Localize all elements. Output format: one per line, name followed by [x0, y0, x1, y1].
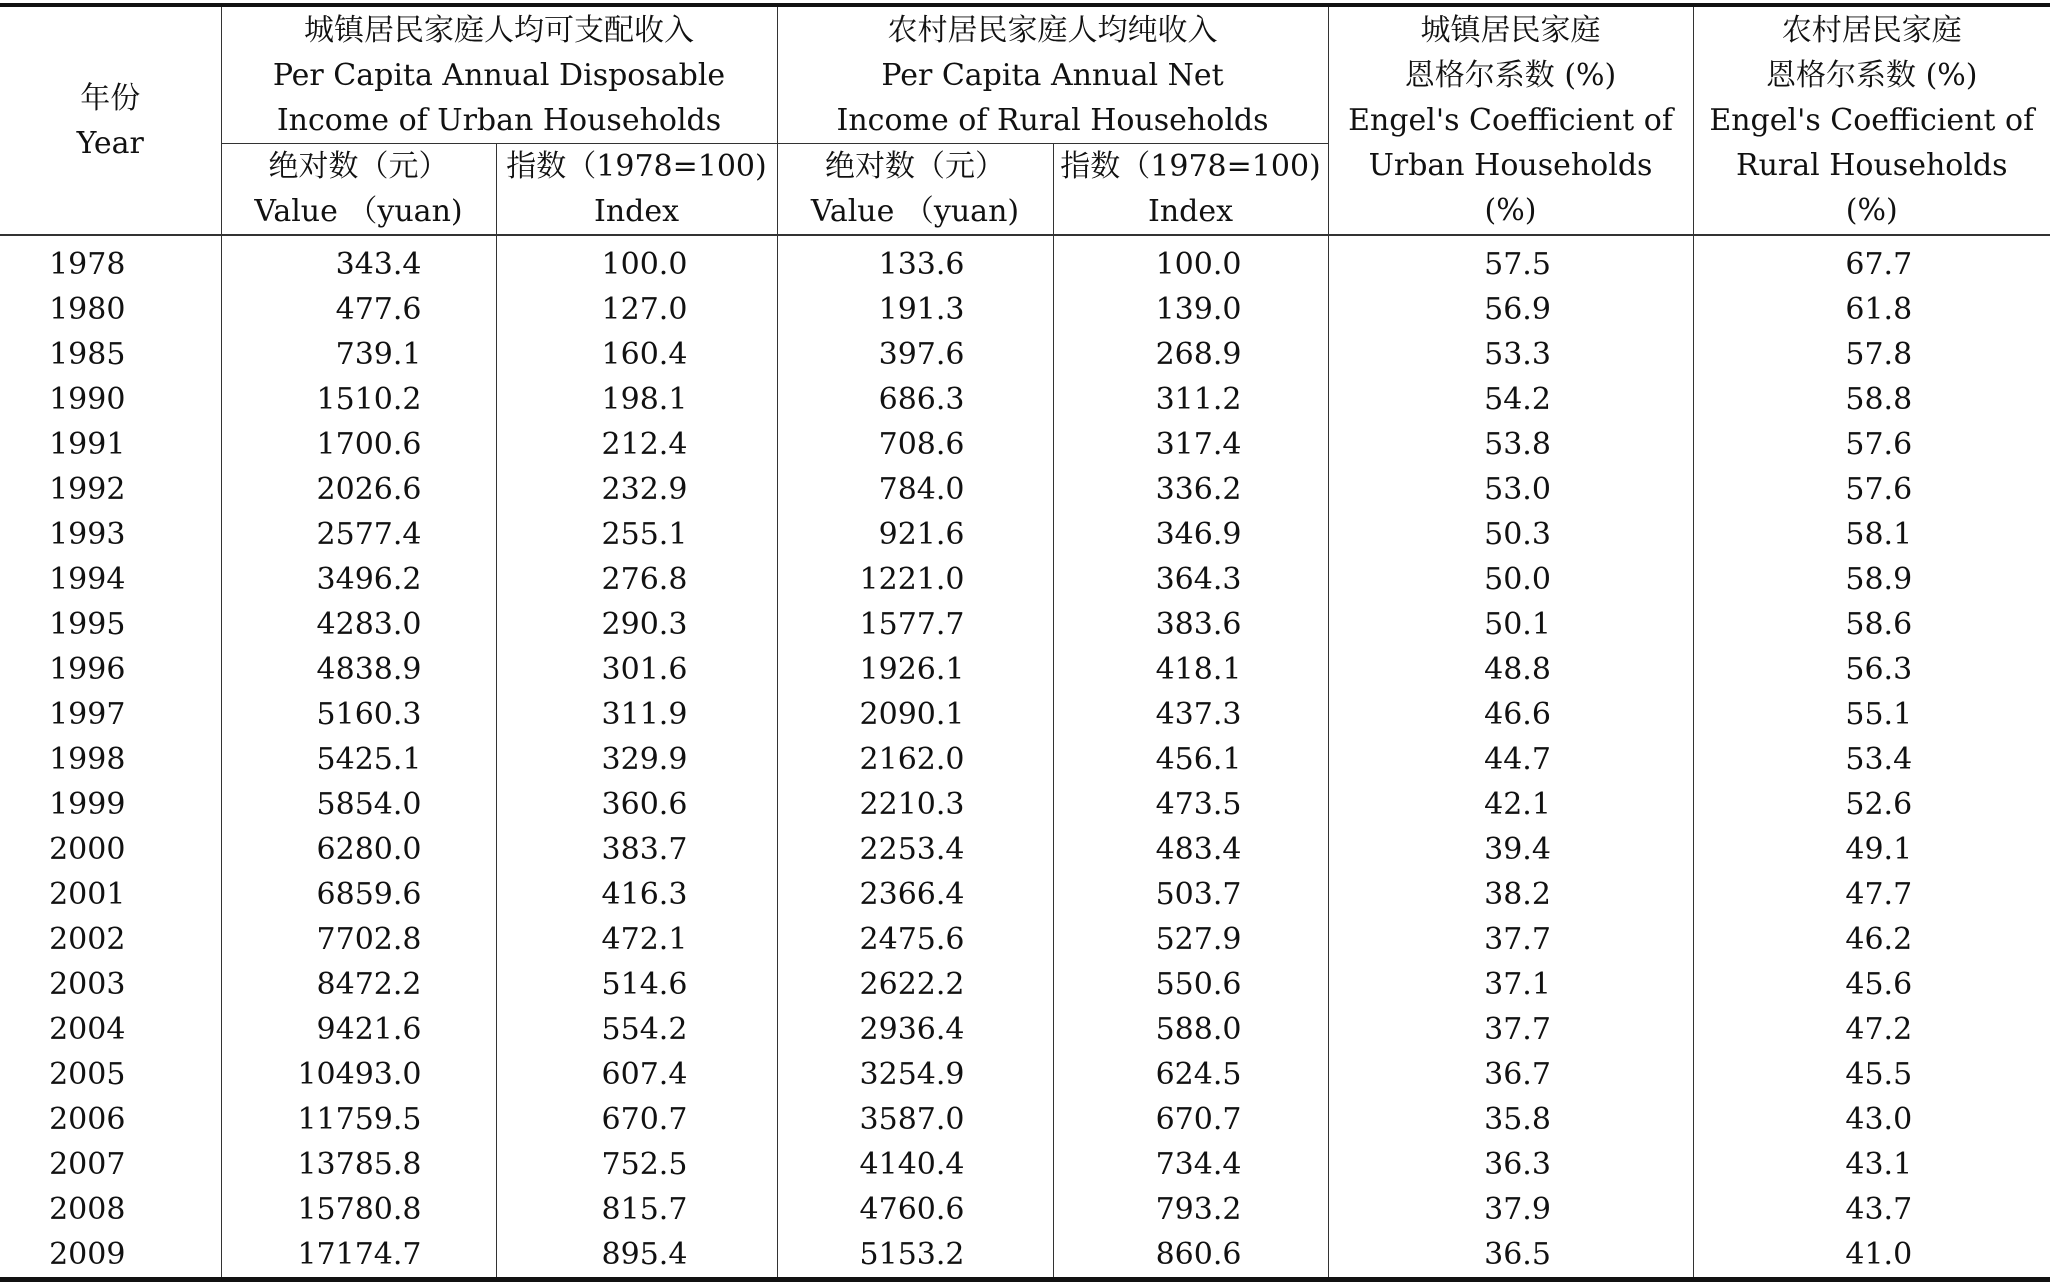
urban-value-cell: 4283.0: [221, 602, 496, 647]
table-row: [0, 1232, 2050, 1280]
year-cell: 2005: [49, 1057, 126, 1092]
year-cell: 1996: [49, 652, 126, 687]
rural-value-header-zh: 绝对数（元）: [825, 149, 1005, 184]
rural-engel-cell: 67.7: [1693, 235, 2050, 287]
rural-value-cell: 4140.4: [777, 1142, 1053, 1187]
year-cell: 1998: [49, 742, 126, 777]
year-cell: 2001: [49, 877, 126, 912]
table-row: [0, 377, 2050, 422]
urban-index-cell: 301.6: [496, 647, 777, 692]
rural-value-cell: 2253.4: [777, 827, 1053, 872]
urban-value-cell: 1700.6: [221, 422, 496, 467]
urban-index-cell: 290.3: [496, 602, 777, 647]
urban-value-cell: 6859.6: [221, 872, 496, 917]
rural-engel-cell: 47.2: [1693, 1007, 2050, 1052]
urban-index-cell: 554.2: [496, 1007, 777, 1052]
rural-value-cell: 1926.1: [777, 647, 1053, 692]
rural-engel-cell: 57.6: [1693, 467, 2050, 512]
rural-engel-cell: 41.0: [1693, 1232, 2050, 1280]
urban-index-cell: 514.6: [496, 962, 777, 1007]
table-row: [0, 1187, 2050, 1232]
urban-index-cell: 232.9: [496, 467, 777, 512]
rural-engel-cell: 58.9: [1693, 557, 2050, 602]
table-body: [0, 235, 2050, 1280]
urban-index-cell: 815.7: [496, 1187, 777, 1232]
rural-index-cell: 100.0: [1053, 235, 1328, 287]
table-row: [0, 782, 2050, 827]
urban-engel-cell: 53.3: [1328, 332, 1693, 377]
urban-engel-header-en3: (%): [1484, 193, 1537, 228]
urban-engel-cell: 48.8: [1328, 647, 1693, 692]
urban-engel-cell: 57.5: [1328, 235, 1693, 287]
rural-engel-cell: 61.8: [1693, 287, 2050, 332]
rural-engel-cell: 53.4: [1693, 737, 2050, 782]
rural-engel-cell: 57.8: [1693, 332, 2050, 377]
urban-value-cell: 343.4: [221, 235, 496, 287]
urban-engel-cell: 38.2: [1328, 872, 1693, 917]
urban-engel-header: [1328, 5, 1693, 235]
year-header: [0, 5, 221, 235]
rural-engel-cell: 52.6: [1693, 782, 2050, 827]
urban-engel-cell: 39.4: [1328, 827, 1693, 872]
urban-index-cell: 255.1: [496, 512, 777, 557]
urban-engel-cell: 53.0: [1328, 467, 1693, 512]
urban-value-cell: 6280.0: [221, 827, 496, 872]
urban-engel-cell: 50.0: [1328, 557, 1693, 602]
urban-value-cell: 15780.8: [221, 1187, 496, 1232]
urban-value-header-en: Value （yuan): [254, 194, 463, 229]
rural-engel-cell: 43.7: [1693, 1187, 2050, 1232]
urban-value-cell: 13785.8: [221, 1142, 496, 1187]
urban-engel-cell: 53.8: [1328, 422, 1693, 467]
rural-income-header-zh: 农村居民家庭人均纯收入: [887, 12, 1218, 48]
rural-index-cell: 317.4: [1053, 422, 1328, 467]
rural-index-cell: 311.2: [1053, 377, 1328, 422]
rural-index-cell: 483.4: [1053, 827, 1328, 872]
urban-value-header: [221, 144, 496, 236]
urban-income-header: [221, 5, 777, 144]
urban-index-header: [496, 144, 777, 236]
table-row: [0, 512, 2050, 557]
urban-value-cell: 2577.4: [221, 512, 496, 557]
urban-index-cell: 127.0: [496, 287, 777, 332]
rural-engel-header-zh2: 恩格尔系数 (%): [1766, 58, 1978, 93]
rural-index-cell: 456.1: [1053, 737, 1328, 782]
urban-engel-cell: 42.1: [1328, 782, 1693, 827]
rural-value-cell: 921.6: [777, 512, 1053, 557]
urban-income-header-en1: Per Capita Annual Disposable: [272, 57, 726, 93]
rural-value-cell: 2210.3: [777, 782, 1053, 827]
rural-value-cell: 3587.0: [777, 1097, 1053, 1142]
rural-value-cell: 1221.0: [777, 557, 1053, 602]
rural-value-cell: 2090.1: [777, 692, 1053, 737]
rural-index-cell: 364.3: [1053, 557, 1328, 602]
urban-income-header-en2: Income of Urban Households: [276, 102, 722, 138]
urban-engel-cell: 50.3: [1328, 512, 1693, 557]
rural-engel-cell: 43.0: [1693, 1097, 2050, 1142]
rural-value-cell: 686.3: [777, 377, 1053, 422]
rural-engel-cell: 45.6: [1693, 962, 2050, 1007]
year-cell: 2007: [49, 1147, 126, 1182]
urban-value-cell: 17174.7: [221, 1232, 496, 1280]
rural-engel-cell: 58.6: [1693, 602, 2050, 647]
urban-value-cell: 3496.2: [221, 557, 496, 602]
urban-value-cell: 739.1: [221, 332, 496, 377]
rural-value-cell: 2366.4: [777, 872, 1053, 917]
rural-engel-cell: 49.1: [1693, 827, 2050, 872]
urban-index-cell: 160.4: [496, 332, 777, 377]
urban-index-header-en: Index: [593, 194, 680, 229]
table-row: [0, 872, 2050, 917]
urban-index-cell: 276.8: [496, 557, 777, 602]
urban-value-cell: 10493.0: [221, 1052, 496, 1097]
urban-index-cell: 416.3: [496, 872, 777, 917]
rural-income-header: [777, 5, 1328, 144]
rural-value-cell: 2936.4: [777, 1007, 1053, 1052]
year-cell: 1997: [49, 697, 126, 732]
table-row: [0, 962, 2050, 1007]
rural-value-cell: 784.0: [777, 467, 1053, 512]
year-header-en: Year: [76, 125, 144, 161]
urban-engel-cell: 37.7: [1328, 1007, 1693, 1052]
rural-engel-cell: 57.6: [1693, 422, 2050, 467]
urban-value-cell: 1510.2: [221, 377, 496, 422]
year-cell: 2009: [49, 1237, 126, 1272]
urban-index-header-zh: 指数（1978=100): [506, 149, 767, 184]
urban-index-cell: 100.0: [496, 235, 777, 287]
urban-engel-cell: 56.9: [1328, 287, 1693, 332]
rural-index-header-zh: 指数（1978=100): [1060, 149, 1321, 184]
year-cell: 2002: [49, 922, 126, 957]
rural-index-cell: 503.7: [1053, 872, 1328, 917]
urban-engel-cell: 44.7: [1328, 737, 1693, 782]
table-row: [0, 1097, 2050, 1142]
table-row: [0, 557, 2050, 602]
year-cell: 2000: [49, 832, 126, 867]
table-row: [0, 1142, 2050, 1187]
rural-index-cell: 383.6: [1053, 602, 1328, 647]
rural-value-cell: 397.6: [777, 332, 1053, 377]
rural-value-header-en: Value （yuan): [810, 194, 1020, 229]
rural-engel-header-en1: Engel's Coefficient of: [1709, 103, 2035, 138]
urban-index-cell: 360.6: [496, 782, 777, 827]
rural-value-cell: 3254.9: [777, 1052, 1053, 1097]
year-header-zh: 年份: [80, 80, 141, 116]
rural-index-cell: 336.2: [1053, 467, 1328, 512]
rural-index-cell: 550.6: [1053, 962, 1328, 1007]
rural-index-cell: 268.9: [1053, 332, 1328, 377]
table-row: [0, 917, 2050, 962]
rural-index-cell: 346.9: [1053, 512, 1328, 557]
rural-value-cell: 133.6: [777, 235, 1053, 287]
urban-value-cell: 2026.6: [221, 467, 496, 512]
year-cell: 1991: [49, 427, 126, 462]
rural-engel-cell: 46.2: [1693, 917, 2050, 962]
rural-engel-cell: 58.8: [1693, 377, 2050, 422]
urban-value-cell: 11759.5: [221, 1097, 496, 1142]
urban-index-cell: 607.4: [496, 1052, 777, 1097]
year-cell: 1995: [49, 607, 126, 642]
rural-index-cell: 860.6: [1053, 1232, 1328, 1280]
urban-index-cell: 212.4: [496, 422, 777, 467]
rural-value-cell: 2475.6: [777, 917, 1053, 962]
table-row: [0, 1052, 2050, 1097]
rural-engel-cell: 47.7: [1693, 872, 2050, 917]
table-row: [0, 692, 2050, 737]
table-row: [0, 287, 2050, 332]
rural-income-header-en2: Income of Rural Households: [836, 102, 1269, 138]
rural-engel-cell: 45.5: [1693, 1052, 2050, 1097]
urban-engel-cell: 36.5: [1328, 1232, 1693, 1280]
urban-value-header-zh: 绝对数（元）: [268, 149, 449, 184]
table-row: [0, 1007, 2050, 1052]
rural-index-cell: 418.1: [1053, 647, 1328, 692]
year-cell: 1980: [49, 292, 126, 327]
rural-engel-header-zh1: 农村居民家庭: [1781, 13, 1962, 48]
rural-index-cell: 473.5: [1053, 782, 1328, 827]
urban-engel-cell: 35.8: [1328, 1097, 1693, 1142]
urban-index-cell: 329.9: [496, 737, 777, 782]
rural-engel-header-en3: (%): [1845, 193, 1898, 228]
urban-engel-cell: 50.1: [1328, 602, 1693, 647]
urban-value-cell: 4838.9: [221, 647, 496, 692]
urban-income-header-zh: 城镇居民家庭人均可支配收入: [304, 12, 694, 48]
urban-engel-cell: 54.2: [1328, 377, 1693, 422]
rural-value-cell: 5153.2: [777, 1232, 1053, 1280]
urban-value-cell: 5854.0: [221, 782, 496, 827]
year-cell: 1985: [49, 337, 126, 372]
rural-index-cell: 734.4: [1053, 1142, 1328, 1187]
urban-engel-cell: 37.7: [1328, 917, 1693, 962]
rural-value-cell: 708.6: [777, 422, 1053, 467]
year-cell: 1992: [49, 472, 126, 507]
rural-value-cell: 2622.2: [777, 962, 1053, 1007]
rural-index-cell: 670.7: [1053, 1097, 1328, 1142]
rural-engel-cell: 56.3: [1693, 647, 2050, 692]
rural-value-header: [777, 144, 1053, 236]
year-cell: 1999: [49, 787, 126, 822]
rural-engel-header-en2: Rural Households: [1735, 148, 2008, 183]
table-row: [0, 602, 2050, 647]
rural-income-header-en1: Per Capita Annual Net: [881, 57, 1224, 93]
year-cell: 1990: [49, 382, 126, 417]
urban-value-cell: 8472.2: [221, 962, 496, 1007]
rural-engel-cell: 58.1: [1693, 512, 2050, 557]
year-cell: 2008: [49, 1192, 126, 1227]
rural-index-cell: 793.2: [1053, 1187, 1328, 1232]
year-cell: 2004: [49, 1012, 126, 1047]
urban-index-cell: 198.1: [496, 377, 777, 422]
rural-value-cell: 1577.7: [777, 602, 1053, 647]
urban-index-cell: 383.7: [496, 827, 777, 872]
urban-value-cell: 477.6: [221, 287, 496, 332]
rural-engel-header: [1693, 5, 2050, 235]
rural-index-header-en: Index: [1147, 194, 1234, 229]
table-row: [0, 467, 2050, 512]
rural-index-cell: 139.0: [1053, 287, 1328, 332]
urban-engel-cell: 37.9: [1328, 1187, 1693, 1232]
table-row: [0, 647, 2050, 692]
urban-engel-cell: 46.6: [1328, 692, 1693, 737]
urban-index-cell: 311.9: [496, 692, 777, 737]
urban-value-cell: 9421.6: [221, 1007, 496, 1052]
year-cell: 1994: [49, 562, 126, 597]
urban-value-cell: 5160.3: [221, 692, 496, 737]
rural-index-cell: 624.5: [1053, 1052, 1328, 1097]
rural-index-header: [1053, 144, 1328, 236]
income-engel-table: [0, 3, 2050, 1282]
urban-engel-cell: 36.7: [1328, 1052, 1693, 1097]
table-row: [0, 737, 2050, 782]
table-header: [0, 5, 2050, 235]
urban-index-cell: 895.4: [496, 1232, 777, 1280]
urban-engel-header-zh2: 恩格尔系数 (%): [1404, 58, 1617, 93]
urban-value-cell: 5425.1: [221, 737, 496, 782]
urban-index-cell: 752.5: [496, 1142, 777, 1187]
urban-value-cell: 7702.8: [221, 917, 496, 962]
year-cell: 1993: [49, 517, 126, 552]
urban-engel-header-en1: Engel's Coefficient of: [1348, 103, 1673, 138]
year-cell: 2006: [49, 1102, 126, 1137]
year-cell: 2003: [49, 967, 126, 1002]
rural-index-cell: 527.9: [1053, 917, 1328, 962]
urban-engel-cell: 37.1: [1328, 962, 1693, 1007]
rural-value-cell: 2162.0: [777, 737, 1053, 782]
year-cell: 1978: [49, 247, 126, 282]
rural-value-cell: 191.3: [777, 287, 1053, 332]
rural-engel-cell: 55.1: [1693, 692, 2050, 737]
table-row: [0, 332, 2050, 377]
rural-index-cell: 588.0: [1053, 1007, 1328, 1052]
table-row: [0, 422, 2050, 467]
urban-index-cell: 670.7: [496, 1097, 777, 1142]
rural-index-cell: 437.3: [1053, 692, 1328, 737]
rural-engel-cell: 43.1: [1693, 1142, 2050, 1187]
table-row: [0, 827, 2050, 872]
table-row: [0, 235, 2050, 287]
urban-engel-header-zh1: 城镇居民家庭: [1420, 13, 1601, 48]
urban-engel-cell: 36.3: [1328, 1142, 1693, 1187]
urban-index-cell: 472.1: [496, 917, 777, 962]
urban-engel-header-en2: Urban Households: [1368, 148, 1653, 183]
rural-value-cell: 4760.6: [777, 1187, 1053, 1232]
